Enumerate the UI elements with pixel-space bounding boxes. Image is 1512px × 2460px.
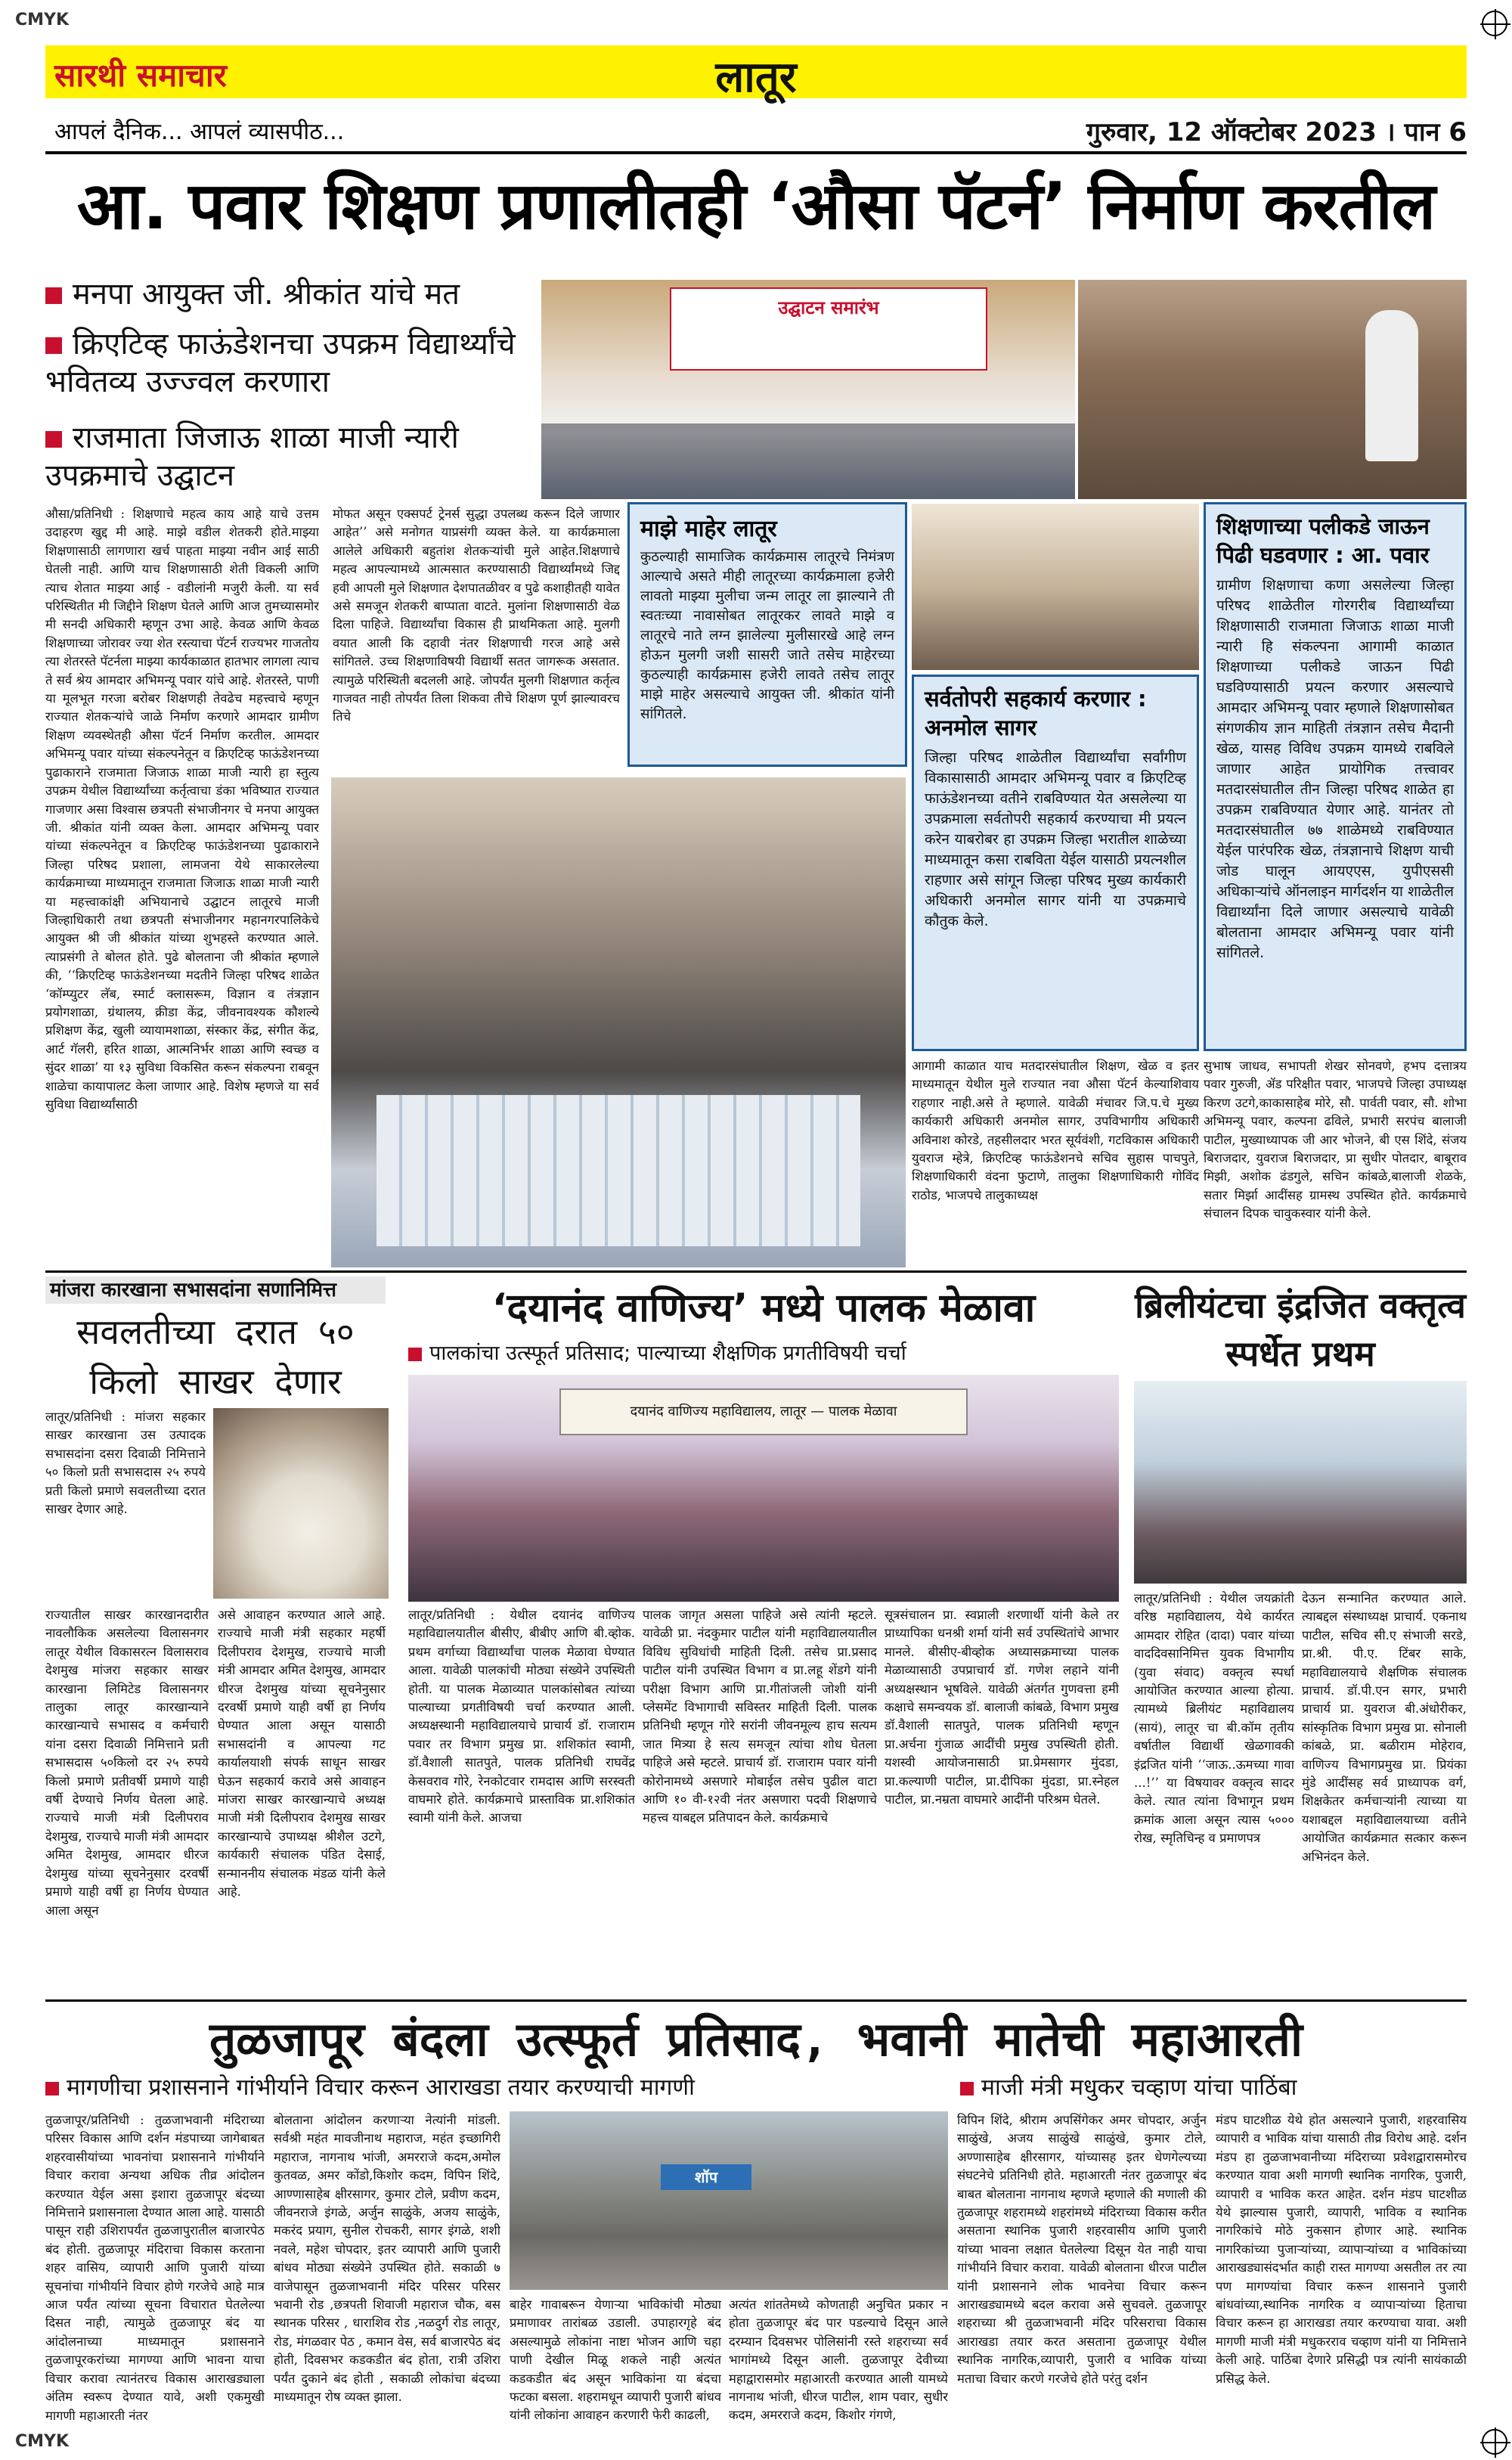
speaker-figure xyxy=(1365,310,1418,461)
box-pidhi-heading: शिक्षणाच्या पलीकडे जाऊन पिढी घडवणार : आ. पवार xyxy=(1216,513,1430,568)
briliant-award-photo xyxy=(1134,1381,1467,1584)
tuljapur-headline: तुळजापूर बंदला उत्स्फूर्त प्रतिसाद, भवानी मातेची महाआरती xyxy=(209,2012,1303,2067)
registration-mark-icon xyxy=(1482,11,1507,36)
dayanand-col3: सूत्रसंचालन प्रा. स्वप्नाली शरणार्थी यांनी केले तर प्राध्यापिका धनश्री शर्मा यांनी सर्व उपस्थितांचे आभार मानले. बीसीए-बीव्होक अध्यासक्रमाच्या पालक मेळाव्यासाठी उपप्राचार्य डॉ. गणेश लहाने यांनी अध्यक्षस्थान भूषविले. यावेळी अंतर्गत गुणवत्ता हमी कक्षाचे समन्वयक डॉ. बालाजी कांबळे, विभाग प्रमुख डॉ.वैशाली सातपुते, पालक प्रतिनिधी म्हणून प्रा.अर्चना गुंजाळ आदींची प्रमुख उपस्थिती होती. यशस्वी आयोजनासाठी प्रा.प्रेमसागर मुंदडा, प्रा.कल्याणी पाटील, प्रा.दीपिका मुंदडा, प्रा.स्नेहल पाटील, प्रा.नम्रता वाघमारे आदींनी परिश्रम घेतले. xyxy=(885,1608,1119,1807)
tuljapur-col1: तुळजापूर/प्रतिनिधी : तुळजाभवानी मंदिराच्या परिसर विकास आणि दर्शन मंडपाच्या जागेबाबत शहरवासीयांच्या भावनांचा प्रशासनाने गांभीर्याने विचार करावा अन्यथा अधिक तीव्र आंदोलन करण्यात येईल असा इशारा तुळजापूर बंदच्या निमित्ताने प्रशासनाला देण्यात आला आहे. यासाठी पासून राही उशिरापर्यंत तुळजापुरातील बाजारपेठ बंद होती. तुळजापूर मंदिराचा विकास करताना शहर वासिय, व्यापारी आणि पुजारी यांच्या सूचनांचा गांभीर्याने विचार होणे गरजेचे आहे मात्र आज पर्यंत त्यांच्या सूचना विचारात घेतलेल्या दिसत नाही, त्यामुळे तुळजापूर बंद या आंदोलनाच्या माध्यमातून प्रशासनाने तुळजापूरकरांच्या मागण्या आणि भावना याचा विचार करावा त्यानंतरच विकास आराखड्याला अंतिम स्वरूप देण्यात यावे, अशी एकमुखी मागणी महाआरती नंतर xyxy=(45,2113,265,2423)
dayanand-subhead: पालकांचा उत्स्फूर्त प्रतिसाद; पाल्याच्या शैक्षणिक प्रगतीविषयी चर्चा xyxy=(408,1340,1126,1367)
cmyk-mark-bottom: CMYK xyxy=(15,2432,70,2451)
guests-row xyxy=(541,423,1075,499)
tagline: आपलं दैनिक... आपलं व्यासपीठ... xyxy=(54,119,345,145)
model-exhibit-photo xyxy=(331,777,906,1267)
stage-banner xyxy=(670,287,987,371)
city-title: लातूर xyxy=(715,53,797,102)
box-maher xyxy=(627,502,907,767)
lead-bullet-1: मनपा आयुक्त जी. श्रीकांत यांचे मत xyxy=(45,275,537,313)
sugar-col1: राज्यातील साखर कारखानदारीत नावलौकिक असलेल्या विलासनगर लातूर येथील विकासरत्न विलासराव देशमुख मांजरा सहकार साखर कारखाना लिमिटेड विलासनगर तालुका लातूर कारखान्याने कारखान्याचे सभासद व कर्मचारी यांना दसरा दिवाळी निमित्ताने प्रती सभासदास ५०किलो दर २५ रुपये किलो प्रमाणे प्रतीवर्षी प्रमाणे याही वर्षी देण्याचे निर्णय घेतला आहे. राज्याचे माजी मंत्री दिलीपराव देशमुख, राज्याचे माजी मंत्री आमदार अमित देशमुख, आमदार धीरज देशमुख यांच्या सूचनेनुसार दरवर्षी प्रमाणे याही वर्षी हा निर्णय घेण्यात आला असून xyxy=(45,1608,209,1918)
sugar-headline: सवलतीच्या दरात ५० किलो साखर देणार xyxy=(76,1311,355,1402)
lead-headline: आ. पवार शिक्षण प्रणालीतही ‘औसा पॅटर्न’ निर्माण करतील xyxy=(76,169,1436,244)
lead-tail-col-b: सुभाष जाधव, सभापती शेखर सोनवणे, हभप दत्तात्रय पवार गुरुजी, ॲड परिक्षीत पवार, भाजपचे जिल्हा उपाध्यक्ष किरण उटगे,काकासाहेब मोरे, सौ. पार्वती पवार, सौ. शोभा अभिमन्यू पवार, कल्पना ढविले, प्रभारी सरपंच बालाजी पाटील, मुख्याध्यापक जी आर भोजने, बी एस शिंदे, संजय बिराजदार, युवराज बिराजदार, प्रा सुधीर पोतदार, बाबूराव मिझी, अशोक ढंडगुले, सचिन कांबळे,बालाजी शेळके, सतार मिर्झा आदींसह ग्रामस्थ उपस्थित होते. कार्यक्रमाचे संचालन दिपक चावुकस्वार यांनी केले. xyxy=(1204,1059,1467,1221)
lead-tail-col-a: आगामी काळात याच मतदारसंघातील शिक्षण, खेळ व इतर माध्यमातून येथील मुले राज्यात नवा औसा पॅटर्न केल्याशिवाय राहणार नाही.असे ते म्हणाले. यावेळी मंचावर जि.प.चे मुख्य कार्यकारी अधिकारी अनमोल सागर, उपविभागीय अधिकारी अविनाश कोरडे, तहसीलदार भरत सूर्यवंशी, गटविकास अधिकारी युवराज म्हेत्रे, क्रिएटिव्ह फाऊंडेशनचे सचिव सुहास पाचपुते, शिक्षणाधिकारी वंदना फुटाणे, तालुका शिक्षणाधिकारी गोविंद राठोड, भाजपचे तालुकाध्यक्ष xyxy=(912,1059,1199,1202)
sugar-intro: लातूर/प्रतिनिधी : मांजरा सहकार साखर कारखाना उस उत्पादक सभासदांना दसरा दिवाळी निमित्ताने ५० किलो प्रती सभासदास २५ रुपये प्रती किलो प्रमाणे सवलतीच्या दरात साखर देणार आहे. xyxy=(45,1410,206,1517)
briliant-col1: लातूर/प्रतिनिधी : येथील जयक्रांती वरिष्ठ महाविद्यालय, येथे कार्यरत आमदार रोहित (दादा) पवार यांच्या वाददिवसानिमित्त युवक विभागीय (युवा संवाद) वक्तृत्व स्पर्धा आयोजित करण्यात आल्या होत्या. त्यामध्ये ब्रिलीयंट महाविद्यालय (सायं), लातूर चा बी.कॉम तृतीय वर्षातील विद्यार्थी खेळगावकी इंद्रजित यांनी ‘‘जाऊ..ऊमच्या गावा ...!’’ या विषयावर वक्तृत्व सादर केले. त्यात त्यांना विभागून प्रथम क्रमांक आला असून त्यास ५००० रोख, स्मृतिचिन्ह व प्रमाणपत्र xyxy=(1134,1591,1294,1846)
lead-bullet-3: राजमाता जिजाऊ शाळा माजी न्यारी उपक्रमाचे उद्घाटन xyxy=(45,419,537,495)
school-model xyxy=(376,1095,860,1246)
tuljapur-col2: बोलताना आंदोलन करणाऱ्या नेत्यांनी मांडली. सर्वश्री महंत मावजीनाथ महाराज, महंत इच्छागिरी महाराज, नागनाथ भांजी, अमरराजे कदम,अमोल कुतवळ, अमर कोंडो,किशोर कदम, विपिन शिंदे, आण्णासाहेब क्षीरसागर, कुमार टोले, प्रवीण कदम, जीवनराजे इंगळे, अर्जुन साळुंके, अजय साळुंके, मकरंद प्रयाग, सुनील रोचकरी, सागर इंगळे, शशी नवले, महेश चोपदार, इतर व्यापारी आणि पुजारी बांधव मोठ्या संख्येने उपस्थित होते. सकाळी ७ वाजेपासून तुळजाभवानी मंदिर परिसर परिसर भवानी रोड ,छत्रपती शिवाजी महाराज चौक, बस स्थानक परिसर , धाराशिव रोड ,नळदुर्ग रोड लातूर, रोड, मंगळवार पेठ , कमान वेस, सर्व बाजारपेठ बंद होती, दिवसभर कडकडीत बंद होता, रात्री उशिरा पर्यंत दुकाने बंद होती , सकाळी लोकांचा बंदच्या माध्यमातून रोष व्यक्त झाला. xyxy=(274,2113,500,2405)
tuljapur-col3: अत्यंत शांततेमध्ये कोणताही अनुचित प्रकार न होता तुळजापूर बंद पार पडल्याचे दिसून आले दरम्यान दिवसभर पोलिसांनी रस्ते शहराच्या सर्व भागांमध्ये दिसून आली. तुळजापूर देवीच्या महाद्वारासमोर महाआरती करण्यात आली यामध्ये नागनाथ भांजी, धीरज पाटील, शाम पवार, सुधीर कदम, अमरराजे कदम, किशोर गंगणे, xyxy=(729,2297,948,2423)
guests-photo xyxy=(912,504,1199,670)
dayanand-group-photo xyxy=(408,1375,1119,1602)
section-rule xyxy=(45,1999,1467,2002)
masthead-rule xyxy=(45,151,1467,154)
registration-mark-icon xyxy=(1482,2429,1507,2455)
briliant-headline: ब्रिलीयंटचा इंद्रजित वक्तृत्व स्पर्धेत प्रथम xyxy=(1135,1285,1466,1374)
tuljapur-bullet-2: माजी मंत्री मधुकर चव्हाण यांचा पाठिंबा xyxy=(960,2072,1467,2104)
box-pidhi xyxy=(1204,502,1467,1051)
briliant-col2: देऊन सन्मानित करण्यात आले. त्याबद्दल संस्थाध्यक्ष प्राचार्य. एकनाथ पाटील, सचिव सी.ए संभाजी सरडे, प्रा.श्री. पी.ए. टिंबर साके, महाविद्यालयाचे शैक्षणिक संचालक प्राचार्य. डॉ.पी.एन सगर, प्रभारी प्राचार्य प्रा. युवराज बी.अंधोरीकर, सांस्कृतिक विभाग प्रमुख प्रा. सोनाली कांबळे, प्रा. बळीराम मोहेराव, वाणिज्य विभागप्रमुख प्रा. प्रियंका मुंडे आदींसह सर्व प्राध्यापक वर्ग, शिक्षकेतर कर्मचाऱ्यांनी त्याच्या या यशाबद्दल महाविद्यालयाच्या वतीने आयोजित कार्यक्रमात सत्कार करून अभिनंदन केले. xyxy=(1302,1591,1467,1864)
cmyk-mark-top: CMYK xyxy=(15,11,70,29)
sugar-photo xyxy=(213,1408,389,1599)
box-sahakarya-text: जिल्हा परिषद शाळेतील विद्यार्थ्यांचा सर्वांगीण विकासासाठी आमदार अभिमन्यू पवार व क्रिएटिव्ह फाऊंडेशनच्या वतीने राबविण्यात येत असलेल्या या उपक्रमाला सर्वतोपरी सहकार्य करण्याचा मी प्रयत्न करेन याबरोबर हा उपक्रम जिल्हा भरातील शाळेच्या माध्यमातून कसा राबविता येईल यासाठी प्रयत्नशील राहणार असे सांगून जिल्हा परिषद मुख्य कार्यकारी अधिकारी अनमोल सागर यांनी या उपक्रमाचे कौतुक केले. xyxy=(925,749,1186,929)
dayanand-banner: दयानंद वाणिज्य महाविद्यालय, लातूर — पालक मेळावा xyxy=(559,1388,968,1435)
box-pidhi-text: ग्रामीण शिक्षणाचा कणा असलेल्या जिल्हा परिषद शाळेतील गोरगरीब विद्यार्थ्यांच्या शिक्षणासाठी राजमाता जिजाऊ शाळा माजी न्यारी हि संकल्पना आगामी काळात शिक्षणाच्या पलीकडे जाऊन पिढी घडविण्यासाठी प्रयत्न करणार असल्याचे आमदार अभिमन्यू पवार म्हणाले शिक्षणासोबत संगणकीय ज्ञान माहिती तंत्रज्ञान तसेच मैदानी खेळ, यासह विविध उपक्रम यामध्ये राबविले जाणार आहेत प्रायोगिक तत्त्वावर मतदारसंघातील तीन जिल्हा परिषद शाळेत हा उपक्रम राबविण्यात येणार आहे. यानंतर तो मतदारसंघातील ७७ शाळेमध्ये राबविण्यात येईल पारंपरिक खेळ, तंत्रज्ञानाचे शिक्षण याची जोड घालून आयएएस, युपीएससी अधिकाऱ्यांचे ऑनलाइन मार्गदर्शन या शाळेतील विद्यार्थ्यांना दिले जाणार असल्याचे यावेळी बोलताना आमदार अभिमन्यू पवार यांनी सांगितले. xyxy=(1216,577,1454,961)
tuljapur-col5: मंडप घाटशीळ येथे होत असल्याने पुजारी, शहरवासिय व्यापारी व भाविक यांचा यासाठी तीव्र विरोध आहे. दर्शन मंडप हा तुळजाभवानीच्या मंदिराच्या प्रवेशद्वारासमोरच करण्यात यावा अशी मागणी स्थानिक नागरिक, पुजारी, व्यापारी व भाविक करत आहेत. दर्शन मंडप घाटशीळ येथे झाल्यास पुजारी, व्यापारी, भाविक व स्थानिक नागरिकांचे मोठे नुकसान होणार आहे. स्थानिक नागरिकांच्या पुजाऱ्यांच्या, व्यापाऱ्यांच्या व भाविकांच्या आराखड्यासंदर्भात काही रास्त मागण्या असतील तर त्या पण मागण्यांचा विचार करून शासनाने पुजारी बांधवांच्या,स्थानिक नागरिक व व्यापाऱ्यांच्या हिताचा विचार करून हा आराखडा तयार करण्याचा यावा. अशी मागणी माजी मंत्री मधुकरराव चव्हाण यांनी या निमित्ताने केली आहे. पाठिंबा देणारे प्रसिद्धी पत्र त्यांनी सायंकाळी प्रसिद्ध केले. xyxy=(1216,2113,1467,2386)
dayanand-col1: लातूर/प्रतिनिधी : येथील दयानंद वाणिज्य महाविद्यालयातील बीसीए, बीबीए आणि बी.व्होक. प्रथम वर्गाच्या विद्यार्थ्यांचा पालक मेळावा घेण्यात आला. यावेळी पालकांची मोठ्या संख्येने उपस्थिती होती. या पालक मेळाव्यात पालकांसोबत त्यांच्या पाल्याच्या प्रगतीविषयी चर्चा करण्यात आली. अध्यक्षस्थानी महाविद्यालयाचे प्राचार्य डॉ. राजाराम पवार तर विभाग प्रमुख प्रा. शशिकांत स्वामी, डॉ.वैशाली सातपुते, पालक प्रतिनिधी राघवेंद्र केसवराव गोरे, रेनकोटवार रामदास आणि सरस्वती वाघमारे होते. कार्यक्रमाचे प्रास्ताविक प्रा.शशिकांत स्वामी यांनी केले. आजचा xyxy=(408,1608,635,1826)
tuljapur-col4: विपिन शिंदे, श्रीराम अपसिंगेकर अमर चोपदार, अर्जुन साळुंखे, अजय साळुंखे साळुंखे, कुमार टोले, अण्णासाहेब क्षीरसागर, यांच्यासह इतर धेणगेल्यच्या संघटनेचे प्रतिनिधी होते. महाआरती नंतर तुळजापूर बंद बाबत बोलताना नागनाथ म्हणजे म्हणाले की मणाली की तुळजापूर शहरामध्ये शहरांमध्ये मंदिराच्या विकास करीत असताना स्थानिक पुजारी शहरवासीय आणि पुजारी यांच्या भावना लक्षात घेतलेल्या दिसून येत नाही याचा गांभीर्याने विचार करावा. यावेळी बोलताना धीरज पाटील यांनी प्रशासनाने लोक भावनेचा विचार करून आराखड्यामध्ये बदल करावा असे सुचवले. तुळजापूर शहराच्या श्री तुळजाभवानी मंदिर परिसराचा विकास आराखडा तयार करत असताना तुळजापूर येथील स्थानिक नागरिक,व्यापारी, पुजारी व भाविक यांच्या मताचा विचार करणे गरजेचे होते परंतु दर्शन xyxy=(957,2113,1207,2386)
lead-body-col2: मोफत असून एक्सपर्ट ट्रेनर्स सुद्धा उपलब्ध करून दिले जाणार आहेत’’ असे मनोगत याप्रसंगी व्यक्त केले. या कार्यक्रमाला आलेले अधिकारी बहुतांश शेतकऱ्यांची मुले आहेत.शिक्षणाचे महत्व आपल्यामध्ये आत्मसात करण्यासाठी विद्यार्थ्यांमध्ये जिद्द हवी आपली मुले शिक्षणात देशपातळीवर व पुढे कशाहीतही यावेत असे समजून शेतकरी बाप्पाता वाटते. मुलांना शिक्षणासाठी वेळ दिला पाहिजे. विद्यार्थ्यांचा विकास ही प्राथमिकता आहे. मुलगी वयात आली कि दहावी नंतर शिक्षणाची गरज आहे असे सांगितले. उच्च शिक्षणाविषयी विद्यार्थी सतत जागरूक असतात. त्यामुळे परिस्थिती बदलली आहे. जोपर्यंत मुलगी शिक्षणात कर्तृत्व गाजवत नाही तोपर्यंत तिला शिकवा तीचे शिक्षण पूर्ण झाल्यावरच तिचे xyxy=(333,507,620,724)
stage-photo xyxy=(541,280,1075,499)
shop-sign: शॉप xyxy=(661,2164,751,2190)
sugar-kicker: मांजरा कारखाना सभासदांना सणानिमित्त xyxy=(45,1277,386,1304)
lead-bullet-2: क्रिएटिव्ह फाऊंडेशनचा उपक्रम विद्यार्थ्यांचे भवितव्य उज्ज्वल करणारा xyxy=(45,325,537,401)
tuljapur-caption: बाहेर गावाबरून येणाऱ्या भाविकांची मोठ्या प्रमाणावर तारांबळ उडाली. उपाहारगृहे बंद असल्यामुळे लोकांना नाष्टा भोजन आणि चहा पाणी देखील मिळू शकले नाही अत्यंत कडकडीत बंद असून भाविकांना या बंदचा फटका बसला. शहरामधून व्यापारी पुजारी बांधव यांनी लोकांना आवाहन करणारी फेरी काढली, xyxy=(510,2297,721,2423)
dayanand-col2: पालक जागृत असला पाहिजे असे त्यांनी म्हटले. यावेळी प्रा. नंदकुमार पाटील यांनी महाविद्यालयातील विविध सुविधांची माहिती दिली. तसेच प्रा.प्रसाद पाटील यांनी उपस्थित विभाग व प्रा.लहू शेंडगे यांनी परीक्षा विभाग आणि प्रा.गीतांजली जोशी यांनी प्लेसमेंट विभागाची सविस्तर माहिती दिली. पालक प्रतिनिधी म्हणून गोरे सरांनी जीवनमूल्य हाच सत्यम जात मित्र्या हे सत्य समजून त्यांचा शोध घेतला पाहिजे असे म्हटले. प्राचार्य डॉ. राजाराम पवार यांनी कोरोनामध्ये असणारे मोबाईल तसेच पुढील वाटा आणि १० वी-१२वी नंतर असणारा पदवी शिक्षणाचे महत्त्व याबद्दल प्रतिपादन केले. कार्यक्रमाचे xyxy=(643,1608,877,1826)
lead-body-col1: औसा/प्रतिनिधी : शिक्षणाचे महत्व काय आहे याचे उत्तम उदाहरण खुद्द मी आहे. माझे वडील शेतकरी होते.माझ्या शिक्षणासाठी लागणारा खर्च पाहता माझ्या नवीन आई साठी घेतली नाही. आणि याच शिक्षणासाठी शेती विकली आणि त्याच शेतात माझ्या आई - वडीलांनी मजुरी केली. या सर्व परिस्थितीत मी जिद्दीने शिक्षण घेतले आणि आज तुमच्यासमोर मी सनदी अधिकारी म्हणून उभा आहे. केवळ आणि केवळ शिक्षणाच्या जोरावर ज्या शेत रस्त्याचा पॅटर्न राज्यभर गाजतोय त्या शेतरस्ते पॅटर्नला माझ्या कार्यकाळात हातभार लागला त्याच ते सर्व श्रेय आमदार अभिमन्यू पवार यांचे आहे. शेतरस्ते, पाणी या मूलभूत गरजा बरोबर शिक्षणही तेवढेच महत्त्वाचे म्हणून राज्यात शेतकऱ्यांचे जाळे निर्माण करणारे आमदार ग्रामीण शिक्षण व्यवस्थेतही औसा पॅटर्न निर्माण करतील. आमदार अभिमन्यू पवार यांच्या संकल्पनेतून व क्रिएटिव्ह फाऊंडेशनच्या पुढाकाराने राजमाता जिजाऊ शाळा माजी न्यारी हा स्तुत्य उपक्रम येथील विद्यार्थ्यांच्या कर्तृत्वाचा डंका भविष्यात राज्यात गाजणार असा विश्वास छत्रपती संभाजीनगर चे मनपा आयुक्त जी. श्रीकांत यांनी व्यक्त केला. आमदार अभिमन्यू पवार यांच्या संकल्पनेतून व क्रिएटिव्ह फाऊंडेशनच्या पुढाकाराने जिल्हा परिषद प्रशाला, लामजना येथे साकारलेल्या कार्यक्रमाच्या माध्यमातून राजमाता जिजाऊ शाळा माजी न्यारी या महत्त्वाकांक्षी अभियानाचे उद्घाटन लातूरचे माजी जिल्हाधिकारी तथा छत्रपती संभाजीनगर महानगरपालिकेचे आयुक्त श्री जी श्रीकांत यांच्या शुभहस्ते करण्यात आले. त्याप्रसंगी ते बोलत होते. पुढे बोलताना जी श्रीकांत म्हणाले की, ‘‘क्रिएटिव्ह फाऊंडेशनच्या मदतीने जिल्हा परिषद शाळेत ‘कॉम्प्युटर लॅब, स्मार्ट क्लासरूम, विज्ञान व तंत्रज्ञान प्रयोगशाळा, ग्रंथालय, क्रीडा केंद्र, जीवनावश्यक कौशल्ये प्रशिक्षण केंद्र, खुली व्यायामशाळा, संस्कार केंद्र, संगीत केंद्र, आर्ट गॅलरी, हरित शाळा, आत्मनिर्भर शाळा आणि स्वच्छ व सुंदर शाळा’ या १३ सुविधा विकसित करून संकल्पना राबवून शाळेचा कायापालट केला जाणार आहे. विशेष म्हणजे या सर्व सुविधा विद्यार्थ्यांसाठी xyxy=(45,507,319,1112)
audience-photo xyxy=(1078,280,1467,499)
brand-logo: सारथी समाचार xyxy=(54,57,227,94)
dateline: गुरुवार, 12 ऑक्टोबर 2023 । पान 6 xyxy=(1086,117,1467,147)
box-sahakarya-heading: सर्वतोपरी सहकार्य करणार : अनमोल सागर xyxy=(925,686,1147,740)
tuljapur-bullet-1: मागणीचा प्रशासनाने गांभीर्याने विचार करून आराखडा तयार करण्याची मागणी xyxy=(45,2072,953,2104)
box-sahakarya xyxy=(912,675,1199,1051)
stage-banner-text: उद्घाटन समारंभ xyxy=(778,297,879,318)
dayanand-headline: ‘दयानंद वाणिज्य’ मध्ये पालक मेळावा xyxy=(491,1286,1036,1331)
closed-market-photo xyxy=(510,2111,948,2290)
section-rule xyxy=(45,1270,1467,1273)
box-maher-heading: माझे माहेर लातूर xyxy=(640,516,777,542)
sugar-col2: असे आवाहन करण्यात आले आहे. राज्याचे माजी मंत्री सहकार महर्षी दिलीपराव देशमुख, राज्याचे माजी मंत्री आमदार अमित देशमुख, आमदार धीरज देशमुख यांच्या सूचनेनुसार दरवर्षी प्रमाणे याही वर्षी हा निर्णय घेण्यात आला असून यासाठी सभासदांनी व आपल्या गट कार्यालयाशी संपर्क साधून साखर घेऊन सहकार्य करावे असे आवाहन मांजरा साखर कारखान्याचे अध्यक्ष माजी मंत्री दिलीपराव देशमुख साखर कारखान्याचे उपाध्यक्ष श्रीशैल उटगे, कार्यकारी संचालक पंडित देसाई, सन्माननीय संचालक मंडळ यांनी केले आहे. xyxy=(218,1608,386,1900)
box-maher-text: कुठल्याही सामाजिक कार्यक्रमास लातूरचे निमंत्रण आल्याचे असते मीही लातूरच्या कार्यक्रमाला हजेरी लावतो माझ्या मुलीचा जन्म लातूर ला झाल्याने ती स्वतःच्या नावासोबत लातूरकर लावते माझे व लातूरचे नाते लग्न झालेल्या मुलीसारखे आहे लग्न होऊन मुलगी जशी सासरी जाते तसेच माहेरच्या कुठल्याही कार्यक्रमास हजेरी लावते तसेच लातूर माझे माहेर असल्याचे आयुक्त जी. श्रीकांत यांनी सांगितले. xyxy=(640,549,894,722)
